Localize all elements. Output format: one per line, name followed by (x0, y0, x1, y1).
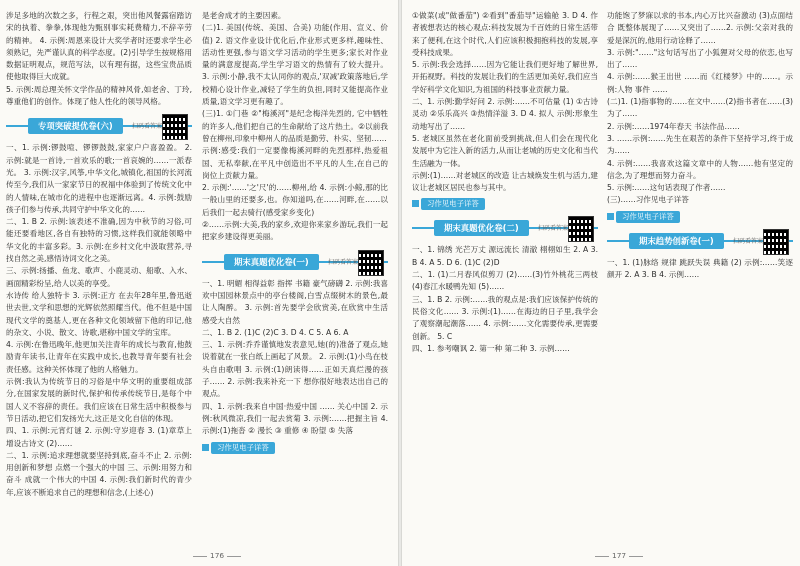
qr-code-icon[interactable] (162, 114, 188, 140)
paragraph: 四、1. 参考嘲讽 2. 第一种 第二种 3. 示例…… (412, 343, 570, 353)
paragraph: 水诗传 给人独特卡 3. 示例:正方 在去年28年里,鲁迅逝世去世,文学和思想的光辉依然照耀当代。他不但是中国现代文学的奠基人,更在各种文化领域留下他的印记,他的杂文、小说、散文、诗歌,堪称中国文学的宝库。 (6, 290, 192, 337)
scan-hint: 扫码看答案 (327, 258, 358, 266)
paragraph: 示例:感受:我们一定要像梅溪河畔的先烈那样,热爱祖国、无私奉献,在平凡中创造出不平凡的人生,在自己的岗位上贡献力量。 (202, 146, 388, 180)
section-title: 期末趋势创新卷(一) (629, 233, 724, 249)
qr-code-icon[interactable] (358, 250, 384, 276)
paragraph: 三、1. 示例:乔乔谨慎地发表意见,她(的)准备了观点,她说着就在一张白纸上画起了风景。 2. 示例:(1)小鸟在枝头自由歌唱 3. 示例:(1)朗读得……正如天真烂漫的孩子…… 2. 示例:我来补充一下 想你很好地表达出自己的观点。 (202, 340, 388, 399)
paragraph: 4. 示例:在鲁迅晚年,他更加关注青年的成长与教育,他鼓励青年读书,让青年在实践中成长,也教导青年要有社会责任感。这种关怀体现了他的人格魅力。 (6, 340, 192, 374)
paragraph: 二、1. 示例:追求理想就要坚持到底,奋斗不止 2. 示例:用创新和梦想 点燃一个强大的中国 三、示例:用努力和奋斗 成就一个伟大的中国 4. 示例:我们新时代的青少年,应该不断追求自己的理想和信念,(上述心) (6, 450, 192, 497)
paragraph: (二)1. 美国(传统、美国、合美) 功能(作用、宣义、价值) 2. 语文作业设计优化后,作业形式更多样,趣味性、活动性更强,参与语文学习活动的学生更多;家长对作业量的满意度提高,学生学习语文的热情有了较大提升。 3. 示例:小静,我不太认同你的观点,'双减'政策落地后,学校精心设计作业,减轻了学生的负担,同时又能提高作业质量,语文学习更有趣了。 (202, 23, 388, 107)
paragraph: 示例:我认为传统节日的习俗是中华文明的重要组成部分,在国家发展的新时代,保护和传承传统节日,是每个中国人义不容辞的责任。我们应该在日常生活中积极参与节日活动,把它们发扬光大,这正是文化自信的体现。 (6, 377, 192, 423)
paragraph: 4. 示例:……我喜欢这篇文章中的人物……他有坚定的信念,为了理想而努力奋斗。 (607, 158, 793, 180)
paragraph: 三、1. B 2. 示例:……我的观点是:我们应该保护传统的民俗文化…… 3. 示例:(1)……在海边的日子里,我学会了观察潮起潮落…… 4. 示例:……文化需要传承,更需要创新。 5. C (412, 294, 598, 341)
paragraph: (二)1. (1)指事物的……在文中……(2)指书者在……(3)为了…… (607, 97, 793, 119)
scan-hint: 扫码看答案 (732, 237, 763, 245)
paragraph: ②……示例:大美,我的家乡,欢迎你来家乡游玩,我们一起把家乡建设得更美丽。 (202, 220, 388, 242)
paragraph: 三、示例:扬播、鱼龙、歌声、小鹿灵动、船歌、入水、画面精彩纷呈,给人以美的享受。 (6, 266, 192, 288)
qr-code-icon[interactable] (763, 229, 789, 255)
paragraph: 四、1. 示例:我来自中国·热爱中国 …… 关心中国 2. 示例:秋风微凉,我们一起去赏菊 3. 示例:……把握主旨 4. 示例:(1)拖沓 ② 漫长 ③ 重修 ④ 盼望 ⑤ 失落 (202, 401, 388, 436)
paragraph: 2. 示例:……1974年春天 书法作品…… (607, 121, 740, 131)
qr-code-icon[interactable] (568, 216, 594, 242)
paragraph: 二、1. (1)二月春风似剪刀 (2)……(3)竹外桃花三两枝 (4)春江水暖鸭先知 (5)…… (412, 270, 598, 292)
square-bullet-icon (202, 444, 209, 451)
paragraph: 一、1. 锦绣 光芒万丈 源远流长 清澈 栩栩如生 2. A 3. B 4. A 5. D 6. (1)C (2)D (412, 245, 598, 267)
square-bullet-icon (412, 200, 419, 207)
paragraph: 是老舍成才的主要因素。 (202, 11, 286, 20)
paragraph: 一、1. 示例:锣鼓喧、锣锣鼓鼓,家家户户喜盈盈。 2. 示例:就是一首诗,一首欢乐的歌;一首哀婉的……一派春光。 3. 示例:汉字,风筝,中华文化,城镇化,祖国的长河流传至今,我们从一家家节日的祝福中体验到了传统文化中的人情味,在城市化的进程中也逐渐远离。4. 示例:鼓励孩子们参与传承,共同守护中华文化的…… (6, 143, 192, 214)
paragraph: ①做菜(或"做番茄") ②看到"番茄导"运输舱 3. D 4. 作者被想表达的核心观点:科技发展为千百姓的日常生活带来了便利,在这个时代,人们应该积极拥抱科技的发展,享受科技成果。 (412, 11, 598, 57)
paragraph: 3. ……示例:……先生在艰苦的条件下坚持学习,终于成为…… (607, 133, 793, 156)
sub-section (607, 211, 793, 223)
paragraph: 一、1. (1)脉络 规律 跳跃失误 典籍 (2) 示例:……笑逐颜开 2. A 3. B 4. 示例…… (607, 257, 793, 280)
sub-tag: 习作见电子详答 (211, 442, 275, 454)
scan-hint: 扫码看答案 (131, 123, 162, 131)
paragraph: 4. 示例:……猴王出世 ……而《红楼梦》中的……。示例:人物 事件 …… (607, 72, 793, 94)
scan-hint: 扫码看答案 (537, 225, 568, 233)
right-page (402, 0, 800, 566)
section-title: 期末真题优化卷(一) (224, 254, 319, 270)
paragraph: 功能饱了梦寐以求的书本,内心万比兴奋激动 (3)点面结合 既整体展现了……又突出了……2. 示例:父亲对我的爱是深沉的,他用行动诠释了…… (607, 11, 793, 45)
paragraph: (三)……习作见电子详答 (607, 195, 689, 205)
right-column-1 (412, 10, 598, 355)
sub-section (412, 198, 598, 210)
paragraph: 涉足多地的次数之多，行程之艰，突出他风餐露宿踏访宋的执着、拳拳,体现他为甄别事实耗费精力,不辞辛劳的精神。 4. 示例:周恩来设计大奖学者时还要求学生必须熟记，先严谨认真的科学态度。(2)引导学生按规格用数据证明观点，规范写法，以有理有据，这些宝贵品质使他取得巨大成就。 (6, 11, 192, 82)
paragraph: 示例:(1)……对老城区的改造 让古城焕发生机与活力,建议让老城区居民也参与其中。 (412, 170, 598, 193)
sub-tag: 习作见电子详答 (421, 198, 485, 210)
section-title: 专项突破提优卷(六) (28, 118, 123, 134)
section-band (412, 216, 598, 240)
left-column-1 (6, 10, 192, 499)
left-page (0, 0, 398, 566)
paragraph: 二、1. B 2. 示例:该表述不准确,因为中秋节的习俗,可能还要看地区,各自有独特的习惯,这样我们就能领略中华文化的丰富多彩。3. 示例:在乡村文化中汲取营养,寻找自然之美,感悟诗词文化之美。 (6, 217, 192, 264)
sub-tag: 习作见电子详答 (616, 211, 680, 223)
paragraph: 5. 示例:我会选择……因为它能让我们更好地了解世界,开拓视野。科技的发展让我们的生活更加美好,我们应当学好科学文化知识,为祖国的科技事业贡献力量。 (412, 60, 598, 94)
paragraph: 5. 老城区虽然在老化面前受到挑战,但人们会在现代化发展中为它注入新的活力,从而让老城的历史文化和当代生活融为一体。 (412, 133, 598, 168)
paragraph: 四、1. 示例:元宵灯谜 2. 示例:守岁迎春 3. (1)章草上增设古诗文 (2)…… (6, 426, 192, 448)
paragraph: 2. 示例:'……'之'尺'的……柳州,给 4. 示例:小鲸,那的比一般山里的还要多,也。你知道吗,在……河畔,在……以后我们一起去骑行(感受家乡变化) (202, 183, 388, 217)
paragraph: (三)1. ①门巷 ②"梅溪河"是纪念梅洋先烈的, 它中牺牲的许多人,他们把自己的生命献给了这片热土。②以前我曾在柳州,印象中柳州人的品质是勤劳、朴实、坚韧…… (202, 109, 388, 143)
paragraph: 一、1. 明媚 相得益彰 指挥 书籍 豪气磅礴 2. 示例:我喜欢中国园林景点中的亭台楼阁,白雪点缀树木的景色,最让人陶醉。 3. 示例:首先要学会欣赏美,在欣赏中生活 感受大自然 (202, 278, 388, 325)
paragraph: 5. 示例:周总理关怀文学作品的精神风骨,如老舍、丁玲,尊重他们的创作。体现了他人性化的领导风格。 (6, 84, 192, 107)
paragraph: 3. 示例:"……"这句话写出了小狐狸对父母的依恋,也写出了…… (607, 47, 793, 70)
paragraph: 二、1. B 2. (1)C (2)C 3. D 4. C 5. A 6. A (202, 327, 349, 337)
right-column-2 (607, 10, 793, 281)
page-number: 177 (592, 551, 646, 560)
section-band (607, 229, 793, 253)
section-band (6, 114, 192, 138)
section-title: 期末真题优化卷(二) (434, 220, 529, 236)
sub-section (202, 442, 388, 454)
section-band (202, 250, 388, 274)
paragraph: 5. 示例:……这句话表现了作者…… (607, 183, 726, 193)
left-column-2 (202, 10, 388, 456)
page-number: 176 (190, 551, 244, 560)
paragraph: 二、1. 示例:勤学好问 2. 示例:……不可估量 (1) ①古诗灵动 ②乐乐高兴 ③热情洋溢 3. D 4. 拟人 示例:形象生动地写出了…… (412, 97, 598, 131)
square-bullet-icon (607, 213, 614, 220)
